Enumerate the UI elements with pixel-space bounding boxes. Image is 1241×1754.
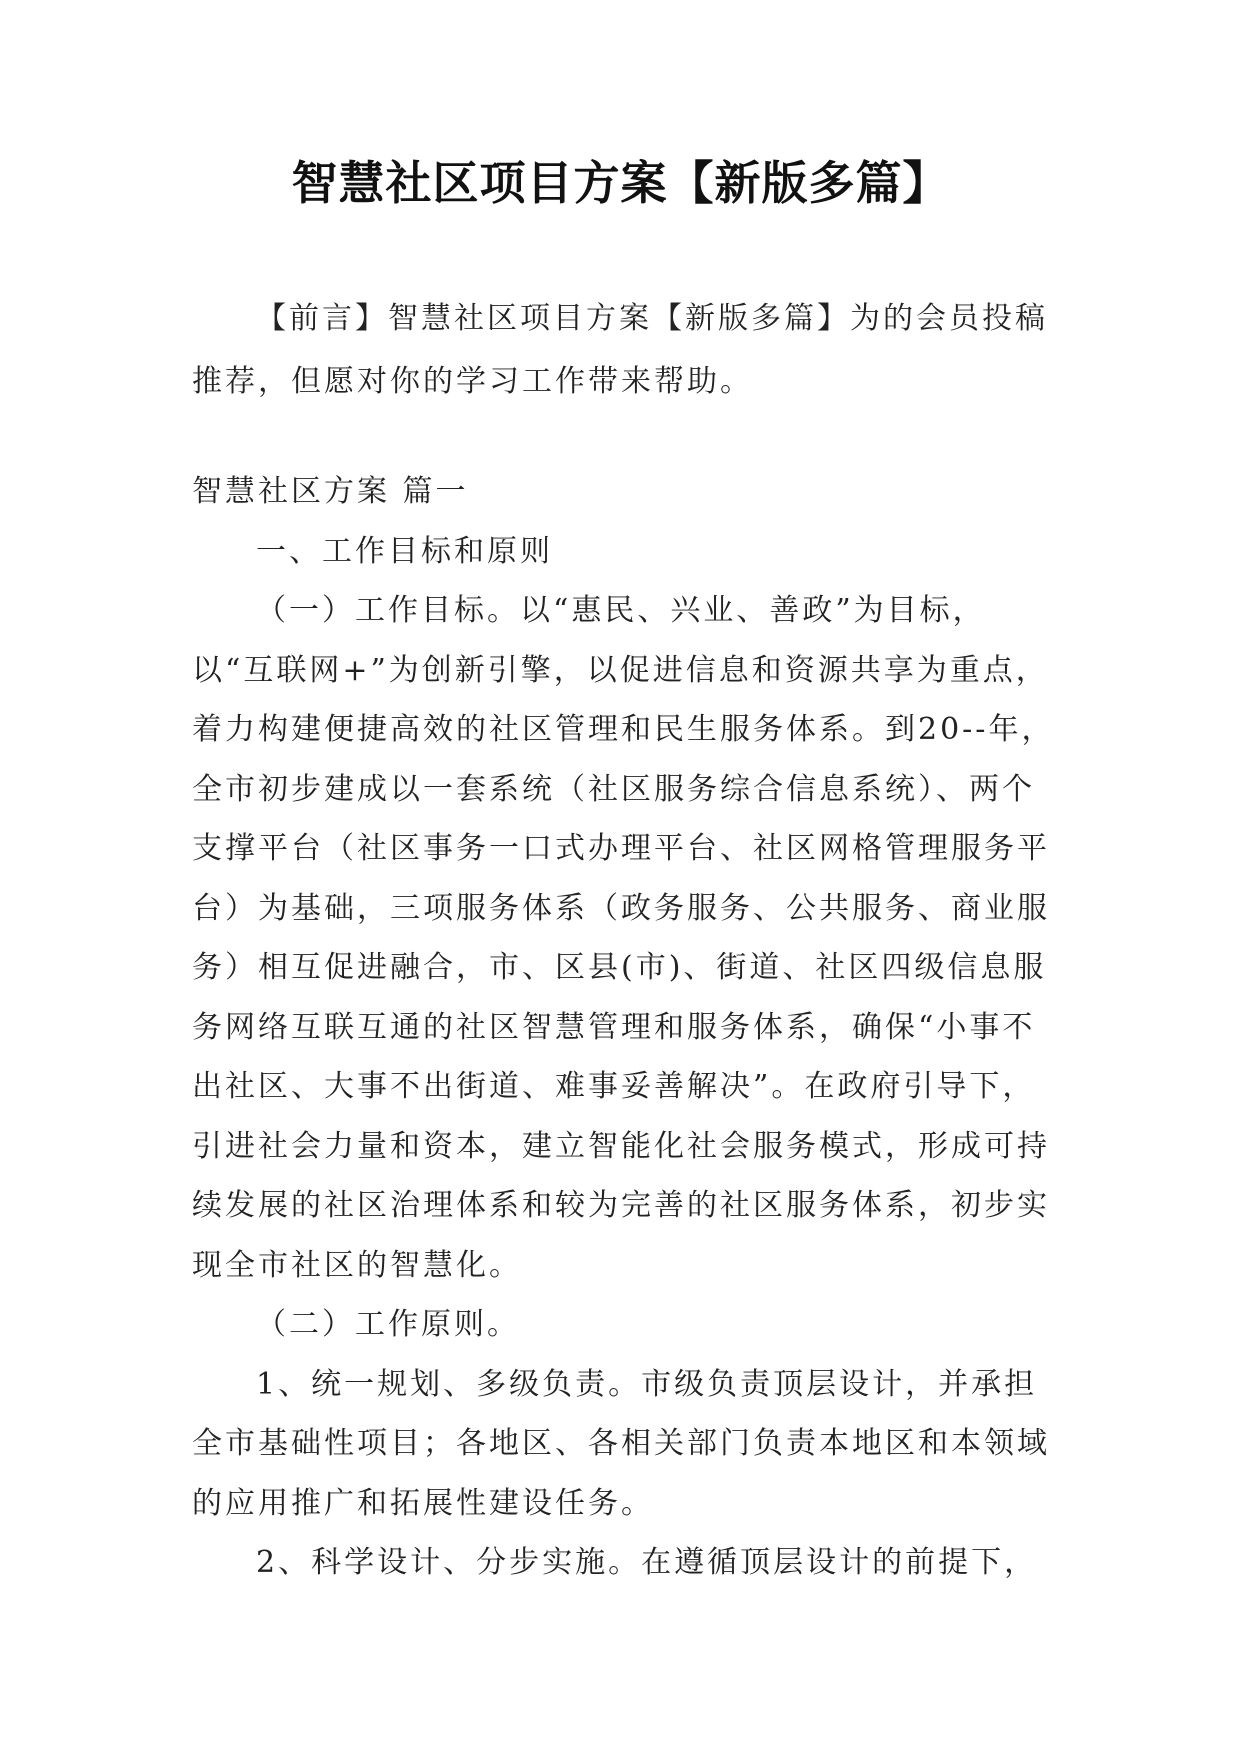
heading-goals-principles: 一、工作目标和原则 [256, 533, 553, 569]
paragraph-principle-1: 1、统一规划、多级负责。市级负责顶层设计，并承担全市基础性项目；各地区、各相关部门负责本地区和本领域的应用推广和拓展性建设任务。 [192, 1366, 1050, 1521]
document-body [192, 462, 1062, 1593]
paragraph-work-goal: （一）工作目标。以“惠民、兴业、善政”为目标，以“互联网+”为创新引擎，以促进信息和资源共享为重点，着力构建便捷高效的社区管理和民生服务体系。到20--年，全市初步建成以一套系统（社区服务综合信息系统）、两个支撑平台（社区事务一口式办理平台、社区网格管理服务平台）为基础，三项服务体系（政务服务、公共服务、商业服务）相互促进融合，市、区县(市)、街道、社区四级信息服务网络互联互通的社区智慧管理和服务体系，确保“小事不出社区、大事不出街道、难事妥善解决”。在政府引导下，引进社会力量和资本，建立智能化社会服务模式，形成可持续发展的社区治理体系和较为完善的社区服务体系，初步实现全市社区的智慧化。 [192, 593, 1055, 1283]
paragraph-principle-2: 2、科学设计、分步实施。在遵循顶层设计的前提下， [256, 1545, 1038, 1580]
document-title: 智慧社区项目方案【新版多篇】 [291, 156, 950, 210]
preface-paragraph: 【前言】智慧社区项目方案【新版多篇】为的会员投稿推荐，但愿对你的学习工作带来帮助。 [192, 301, 1048, 399]
section-title: 智慧社区方案 篇一 [192, 474, 469, 509]
heading-work-principles: （二）工作原则。 [256, 1307, 520, 1342]
